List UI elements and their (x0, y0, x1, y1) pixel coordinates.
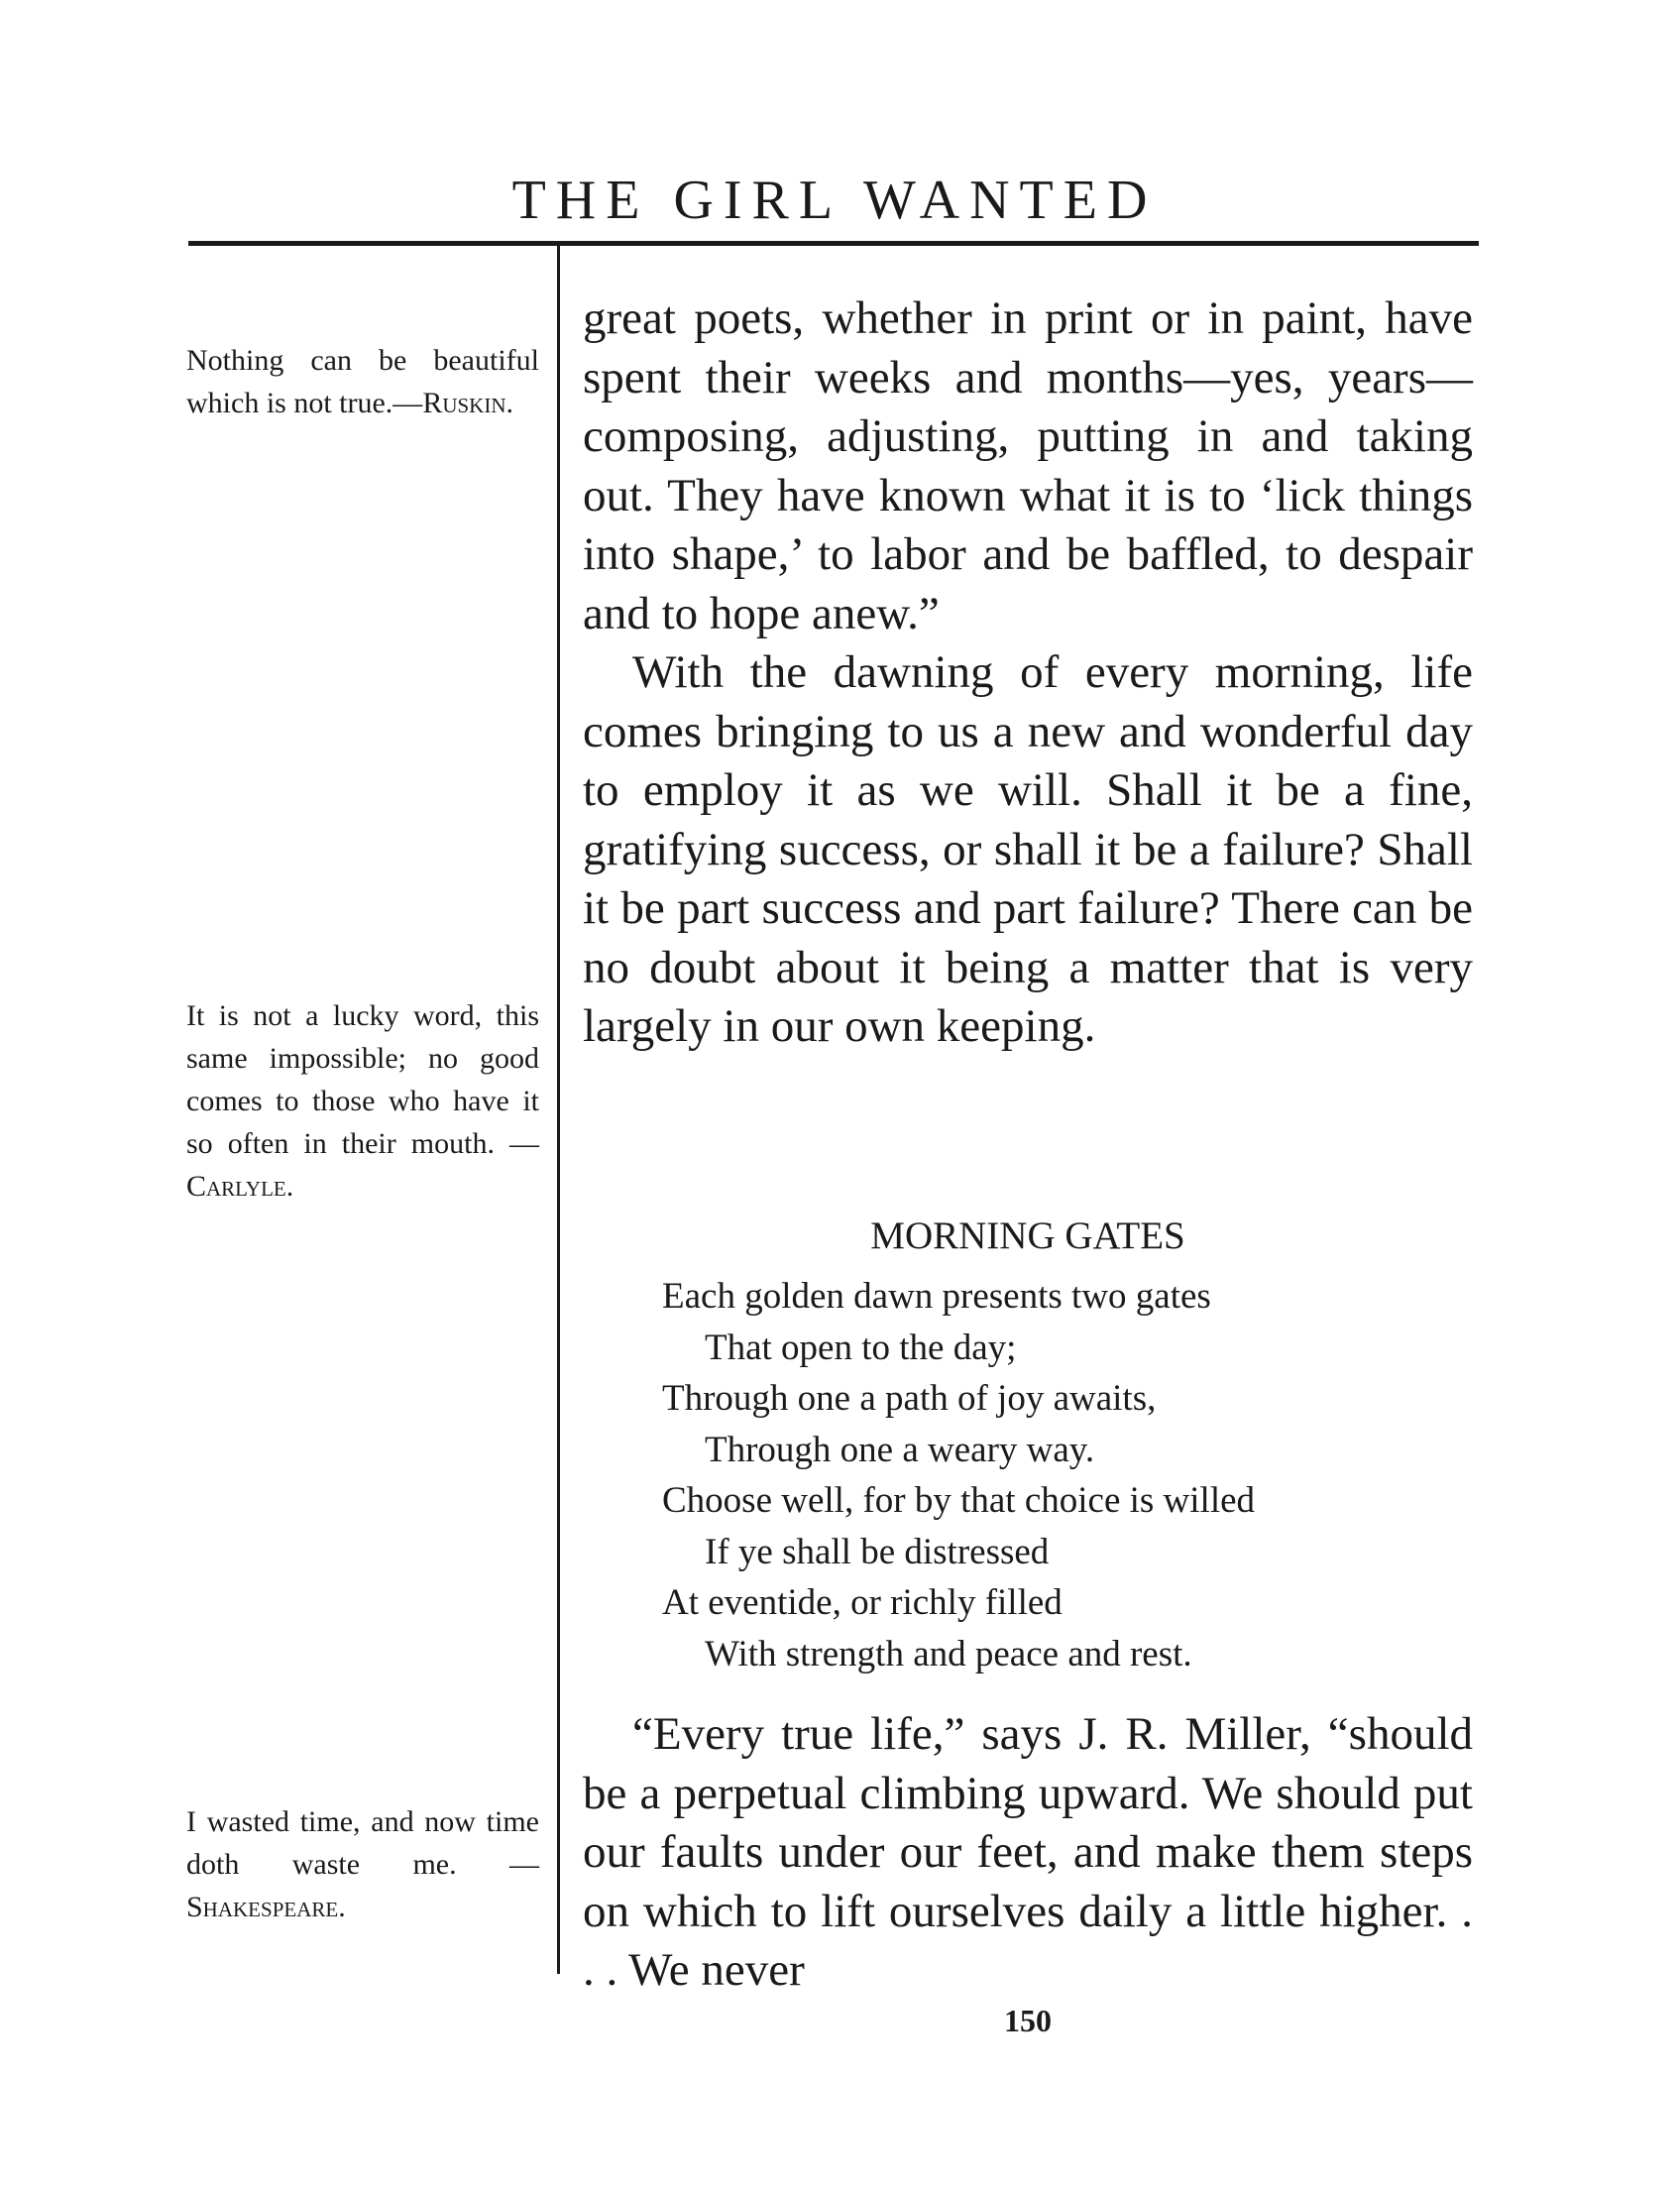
poem-title: MORNING GATES (870, 1214, 1185, 1257)
paragraph: “Every true life,” says J. R. Miller, “should be a perpetual climbing upward. We should put our faults under our feet, and make them steps on which to lift ourselves daily a little higher. . . . We never (583, 1708, 1473, 1996)
poem (662, 1271, 1455, 1679)
poem-line: That open to the day; (705, 1327, 1017, 1368)
margin-quote-text: I wasted time, and now time doth waste me. — (186, 1805, 539, 1881)
main-text-continued (583, 1705, 1473, 2001)
column-divider (557, 244, 560, 1974)
margin-quote-text: Nothing can be beautiful which is not true.— (186, 344, 539, 419)
running-header: THE GIRL WANTED (511, 170, 1158, 231)
poem-line: Through one a weary way. (705, 1429, 1095, 1470)
poem-line: If ye shall be distressed (705, 1531, 1050, 1572)
margin-quote-attribution: Carlyle. (186, 1170, 294, 1203)
paragraph: With the dawning of every morning, life comes bringing to us a new and wonderful day to employ it as we will. Shall it be a fine, gratifying success, or shall it be a failure? Shall it be part success and part failure? There can be no doubt about it being a matter that is very largely in our own keeping. (583, 646, 1473, 1052)
poem-line: Choose well, for by that choice is willed (662, 1480, 1256, 1521)
margin-quote-attribution: Ruskin. (422, 387, 513, 419)
poem-line: At eventide, or richly filled (662, 1582, 1063, 1623)
paragraph: great poets, whether in print or in paint, have spent their weeks and months—yes, years—composing, adjusting, putting in and taking out. They have known what it is to ‘lick things into shape,’ to labor and be baffled, to despair and to hope anew.” (583, 292, 1473, 639)
poem-line: With strength and peace and rest. (705, 1633, 1192, 1674)
page-number: 150 (1004, 2003, 1052, 2038)
margin-quote-attribution: Shakespeare. (186, 1891, 346, 1923)
margin-quote-shakespeare (186, 1800, 539, 1928)
header-rule (188, 241, 1479, 246)
poem-line: Each golden dawn presents two gates (662, 1276, 1211, 1317)
margin-quote-text: It is not a lucky word, this same impossible; no good comes to those who have it so often in their mouth. — (186, 999, 539, 1160)
margin-quote-carlyle (186, 994, 539, 1208)
poem-line: Through one a path of joy awaits, (662, 1378, 1157, 1419)
margin-quote-ruskin (186, 339, 539, 424)
main-text (583, 289, 1473, 1057)
